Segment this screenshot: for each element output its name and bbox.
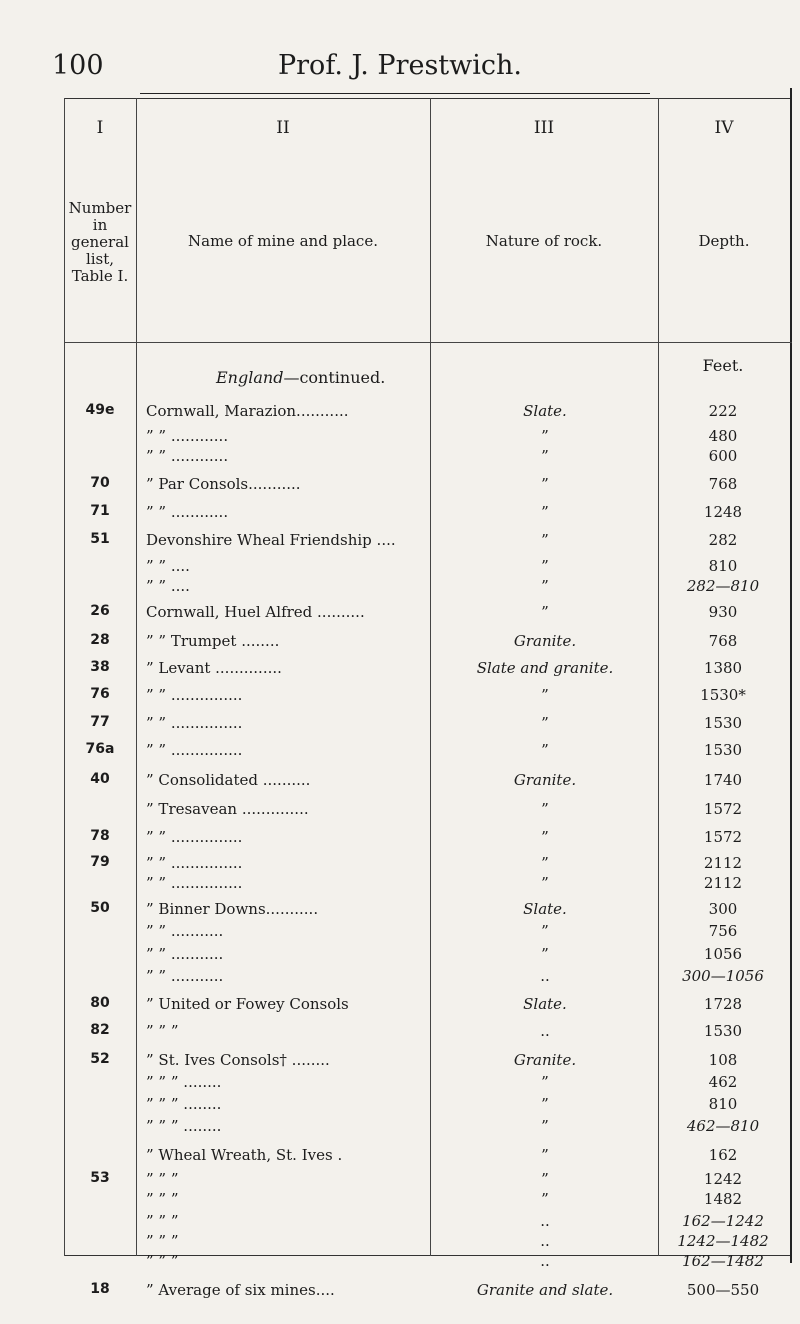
depth-value: 1242—1482 [677,1232,769,1250]
table-row [0,632,800,654]
table-row [0,995,800,1017]
depth-value: 300 [708,900,738,918]
rock-type: Slate. [523,900,567,918]
row-number: 53 [90,1170,110,1186]
table-row [0,967,800,989]
depth-value: 1740 [703,771,743,789]
table-row [0,1212,800,1234]
column-header-depth: Depth. [698,232,750,250]
table-row [0,475,800,497]
table-row [0,771,800,793]
table-row [0,1022,800,1044]
rock-type: ” [541,577,549,595]
depth-value: 1530 [703,1022,743,1040]
mine-name: Cornwall, Marazion........... [146,402,349,420]
depth-value: 2112 [703,854,743,872]
depth-value: 282—810 [686,577,760,595]
mine-name: ” ” ............... [146,741,243,759]
mine-name: ” Consolidated .......... [146,771,311,789]
rock-type: ” [541,800,549,818]
mine-name: ” ” ............... [146,828,243,846]
mine-name: ” ” ........... [146,967,224,985]
mine-name: ” ” ............... [146,686,243,704]
table-row [0,447,800,469]
rock-type: ” [541,557,549,575]
mine-name: ” ” .... [146,577,190,595]
row-number: 82 [90,1022,110,1038]
table-row [0,828,800,850]
rock-type: ” [541,686,549,704]
mine-name: ” ” ............ [146,427,229,445]
depth-value: 108 [708,1051,738,1069]
depth-value: 930 [708,603,738,621]
rock-type: Slate. [523,995,567,1013]
depth-value: 756 [708,922,738,940]
depth-value: 1530* [700,686,746,704]
row-number: 71 [90,503,110,519]
depth-value: 1380 [703,659,743,677]
row-number: 26 [90,603,110,619]
table-row [0,945,800,967]
depth-value: 810 [708,557,738,575]
depth-value: 1728 [703,995,743,1013]
mine-name: ” ” ” [146,1232,179,1250]
row-number: 28 [90,632,110,648]
rock-type: ” [541,828,549,846]
table-row [0,854,800,876]
rock-type: ” [541,447,549,465]
section-heading [216,368,385,387]
depth-value: 1248 [703,503,743,521]
depth-value: 300—1056 [682,967,764,985]
rock-type: ” [541,854,549,872]
header-rule [140,93,650,94]
rock-type: ” [541,427,549,445]
row-number: 52 [90,1051,110,1067]
depth-value: 222 [708,402,738,420]
depth-value: 1530 [703,741,743,759]
depth-value: 2112 [703,874,743,892]
row-number: 76 [90,686,110,702]
table-row [0,1146,800,1168]
rock-type: .. [540,1252,550,1270]
rock-type: .. [540,967,550,985]
rock-type: Granite and slate. [476,1281,614,1299]
rock-type: ” [541,1190,549,1208]
rock-type: .. [540,1212,550,1230]
row-number: 80 [90,995,110,1011]
rock-type: ” [541,945,549,963]
table-row [0,800,800,822]
depth-value: 462—810 [686,1117,760,1135]
row-number: 49e [85,402,115,418]
row-number: 78 [90,828,110,844]
column-header-number: Number in general list, Table I. [68,199,132,285]
rock-type: ” [541,1117,549,1135]
row-number: 38 [90,659,110,675]
depth-value: 600 [708,447,738,465]
mine-name: ” ” ” ........ [146,1095,222,1113]
table-row [0,577,800,599]
mine-name: ” ” ........... [146,945,224,963]
table-row [0,659,800,681]
rock-type: .. [540,1022,550,1040]
row-number: 70 [90,475,110,491]
table-row [0,557,800,579]
rock-type: ” [541,1095,549,1113]
rock-type: ” [541,503,549,521]
mine-name: ” Average of six mines.... [146,1281,335,1299]
rock-type: ” [541,922,549,940]
mine-name: ” ” ” ........ [146,1073,222,1091]
mine-name: Cornwall, Huel Alfred .......... [146,603,365,621]
depth-value: 162—1242 [682,1212,764,1230]
table-row [0,1232,800,1254]
table-row [0,503,800,525]
column-roman-4: IV [714,118,734,138]
table-row [0,603,800,625]
rock-type: ” [541,741,549,759]
rock-type: Granite. [513,771,577,789]
mine-name: Devonshire Wheal Friendship .... [146,531,396,549]
page-number: 100 [52,50,104,81]
rock-type: ” [541,603,549,621]
depth-value: 810 [708,1095,738,1113]
rock-type: ” [541,714,549,732]
mine-name: ” ” .... [146,557,190,575]
row-number: 18 [90,1281,110,1297]
section-country: England [216,368,284,387]
rock-type: ” [541,874,549,892]
row-number: 50 [90,900,110,916]
rock-type: ” [541,1170,549,1188]
mine-name: ” ” Trumpet ........ [146,632,280,650]
depth-value: 462 [708,1073,738,1091]
mine-name: ” ” ............... [146,874,243,892]
row-number: 77 [90,714,110,730]
header-divider [64,342,792,343]
rock-type: .. [540,1232,550,1250]
running-head [0,50,800,90]
mine-name: ” St. Ives Consols† ........ [146,1051,330,1069]
mine-name: ” ” ............ [146,447,229,465]
row-number: 40 [90,771,110,787]
table-row [0,686,800,708]
depth-value: 768 [708,475,738,493]
depth-value: 282 [708,531,738,549]
mine-name: ” ” ” ........ [146,1117,222,1135]
mine-name: ” United or Fowey Consols [146,995,349,1013]
column-header-name: Name of mine and place. [188,232,378,250]
depth-value: 480 [708,427,738,445]
depth-value: 1530 [703,714,743,732]
table-row [0,900,800,922]
table-row [0,1117,800,1139]
row-number: 51 [90,531,110,547]
table-row [0,531,800,553]
rock-type: Granite. [513,632,577,650]
table-row [0,922,800,944]
row-number: 79 [90,854,110,870]
mine-name: ” ” ” [146,1190,179,1208]
mine-name: ” ” ........... [146,922,224,940]
depth-value: 768 [708,632,738,650]
column-roman-3: III [533,118,555,138]
table-row [0,1095,800,1117]
column-roman-1: I [96,118,104,138]
table-row [0,427,800,449]
table-row [0,1073,800,1095]
section-suffix: —continued. [283,368,386,387]
rock-type: ” [541,531,549,549]
rock-type: ” [541,1146,549,1164]
rock-type: Slate and granite. [476,659,614,677]
table-row [0,1252,800,1274]
depth-value: 1572 [703,800,743,818]
depth-value: 162—1482 [682,1252,764,1270]
table-row [0,1281,800,1303]
mine-name: ” ” ............ [146,503,229,521]
depth-value: 1482 [703,1190,743,1208]
mine-name: ” Binner Downs........... [146,900,319,918]
table-row [0,1051,800,1073]
depth-value: 162 [708,1146,738,1164]
depth-value: 1242 [703,1170,743,1188]
rock-type: ” [541,1073,549,1091]
table-row [0,402,800,424]
rock-type: Slate. [523,402,567,420]
table-row [0,1170,800,1192]
row-number: 76a [85,741,115,757]
column-roman-2: II [276,118,290,138]
mine-name: ” Par Consols........... [146,475,301,493]
mine-name: ” ” ” [146,1212,179,1230]
mine-name: ” Wheal Wreath, St. Ives . [146,1146,343,1164]
mine-name: ” ” ” [146,1170,179,1188]
table-row [0,1190,800,1212]
depth-value: 1572 [703,828,743,846]
table-row [0,741,800,763]
mine-name: ” Levant .............. [146,659,282,677]
rock-type: Granite. [513,1051,577,1069]
running-title: Prof. J. Prestwich. [277,50,522,81]
rock-type: ” [541,475,549,493]
mine-name: ” ” ” [146,1252,179,1270]
mine-name: ” ” ” [146,1022,179,1040]
depth-value: 500—550 [686,1281,760,1299]
column-header-rock: Nature of rock. [485,232,603,250]
depth-value: 1056 [703,945,743,963]
table-row [0,714,800,736]
depth-unit: Feet. [702,356,744,375]
mine-name: ” Tresavean .............. [146,800,309,818]
mine-name: ” ” ............... [146,714,243,732]
mine-name: ” ” ............... [146,854,243,872]
table-row [0,874,800,896]
